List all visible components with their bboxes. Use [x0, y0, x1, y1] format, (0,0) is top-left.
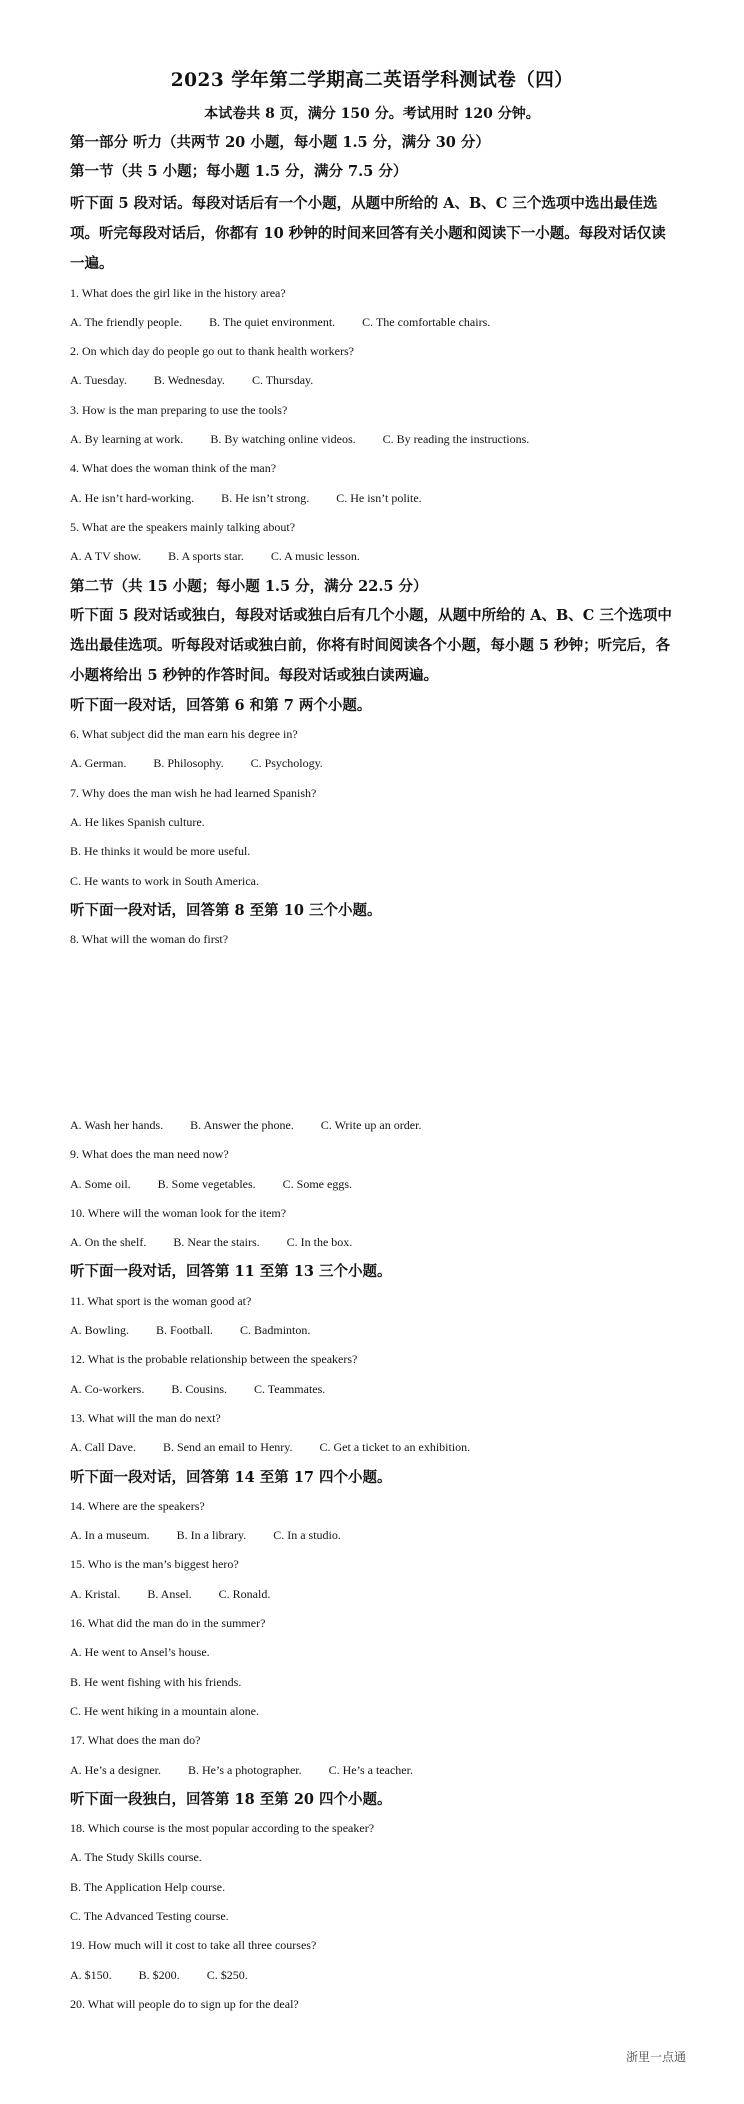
option-16a: A. He went to Ansel’s house. — [70, 1645, 210, 1660]
section2-heading: 第二节（共 15 小题；每小题 1.5 分，满分 22.5 分） — [70, 577, 428, 595]
question-6: 6. What subject did the man earn his degree in? — [70, 727, 298, 742]
option-17a: A. He’s a designer. — [70, 1762, 161, 1777]
question-20: 20. What will people do to sign up for the deal? — [70, 1996, 299, 2011]
option-17c: C. He’s a teacher. — [328, 1762, 413, 1777]
option-5c: C. A music lesson. — [270, 549, 360, 564]
options-2 — [70, 366, 680, 395]
option-9c: C. Some eggs. — [282, 1176, 352, 1191]
option-15a: A. Kristal. — [70, 1586, 121, 1601]
question-19: 19. How much will it cost to take all three courses? — [70, 1938, 317, 1953]
question-8: 8. What will the woman do first? — [70, 932, 229, 947]
question-7: 7. Why does the man wish he had learned Spanish? — [70, 785, 317, 800]
option-12c: C. Teammates. — [254, 1381, 326, 1396]
option-9b: B. Some vegetables. — [157, 1176, 256, 1191]
options-14 — [70, 1521, 680, 1550]
option-6a: A. German. — [70, 756, 127, 771]
option-19a: A. $150. — [70, 1967, 112, 1982]
option-13c: C. Get a ticket to an exhibition. — [319, 1440, 471, 1455]
option-4a: A. He isn’t hard-working. — [70, 490, 195, 505]
question-18: 18. Which course is the most popular according to the speaker? — [70, 1821, 375, 1836]
options-17 — [70, 1756, 680, 1785]
options-15 — [70, 1580, 680, 1609]
option-2c: C. Thursday. — [251, 373, 314, 388]
options-3 — [70, 425, 680, 454]
option-18b: B. The Application Help course. — [70, 1879, 226, 1894]
options-19 — [70, 1961, 680, 1990]
question-3: 3. How is the man preparing to use the tools? — [70, 402, 288, 417]
option-15b: B. Ansel. — [147, 1586, 192, 1601]
option-5a: A. A TV show. — [70, 549, 142, 564]
watermark: 浙里一点通 — [625, 2050, 686, 2064]
exam-info: 本试卷共 8 页，满分 150 分。考试用时 120 分钟。 — [204, 106, 540, 122]
options-8 — [70, 1111, 680, 1140]
option-2b: B. Wednesday. — [153, 373, 225, 388]
question-12: 12. What is the probable relationship between the speakers? — [70, 1352, 358, 1367]
option-7b: B. He thinks it would be more useful. — [70, 844, 251, 859]
option-19c: C. $250. — [206, 1967, 248, 1982]
option-5b: B. A sports star. — [168, 549, 244, 564]
option-11b: B. Football. — [156, 1323, 214, 1338]
option-18a: A. The Study Skills course. — [70, 1850, 202, 1865]
question-17: 17. What does the man do? — [70, 1733, 201, 1748]
option-6b: B. Philosophy. — [153, 756, 224, 771]
option-17b: B. He’s a photographer. — [187, 1762, 302, 1777]
options-9 — [70, 1170, 680, 1199]
option-18c: C. The Advanced Testing course. — [70, 1909, 229, 1924]
option-7a: A. He likes Spanish culture. — [70, 815, 205, 830]
option-13b: B. Send an email to Henry. — [162, 1440, 293, 1455]
option-1a: A. The friendly people. — [70, 314, 183, 329]
question-13: 13. What will the man do next? — [70, 1410, 221, 1425]
option-1c: C. The comfortable chairs. — [362, 314, 491, 329]
option-14b: B. In a library. — [176, 1528, 247, 1543]
option-8b: B. Answer the phone. — [190, 1118, 294, 1132]
option-15c: C. Ronald. — [218, 1586, 271, 1601]
question-4: 4. What does the woman think of the man? — [70, 461, 277, 476]
option-8a: A. Wash her hands. — [70, 1118, 164, 1132]
question-5: 5. What are the speakers mainly talking about? — [70, 519, 296, 534]
option-11c: C. Badminton. — [240, 1323, 311, 1338]
option-1b: B. The quiet environment. — [209, 314, 336, 329]
option-10b: B. Near the stairs. — [173, 1235, 260, 1250]
question-14: 14. Where are the speakers? — [70, 1498, 205, 1513]
option-3b: B. By watching online videos. — [210, 432, 356, 447]
group3-heading: 听下面一段对话，回答第 11 至第 13 三个小题。 — [70, 1263, 392, 1281]
group4-heading: 听下面一段对话，回答第 14 至第 17 四个小题。 — [70, 1468, 392, 1486]
question-15: 15. Who is the man’s biggest hero? — [70, 1557, 239, 1572]
question-11: 11. What sport is the woman good at? — [70, 1293, 252, 1308]
option-7c: C. He wants to work in South America. — [70, 873, 259, 888]
option-10c: C. In the box. — [286, 1235, 353, 1250]
page-title: 2023 学年第二学期高二英语学科测试卷（四） — [170, 70, 574, 91]
options-13 — [70, 1433, 680, 1462]
option-8c: C. Write up an order. — [320, 1118, 422, 1132]
option-9a: A. Some oil. — [70, 1176, 131, 1191]
question-10: 10. Where will the woman look for the item? — [70, 1205, 287, 1220]
question-1: 1. What does the girl like in the history area? — [70, 285, 286, 300]
group5-heading: 听下面一段独白，回答第 18 至第 20 四个小题。 — [70, 1790, 392, 1808]
option-10a: A. On the shelf. — [70, 1235, 147, 1250]
option-4c: C. He isn’t polite. — [336, 490, 422, 505]
option-11a: A. Bowling. — [70, 1323, 130, 1338]
options-4 — [70, 484, 680, 513]
options-5 — [70, 542, 680, 571]
option-16c: C. He went hiking in a mountain alone. — [70, 1703, 259, 1718]
option-4b: B. He isn’t strong. — [221, 490, 310, 505]
question-2: 2. On which day do people go out to thank health workers? — [70, 344, 354, 359]
option-16b: B. He went fishing with his friends. — [70, 1674, 242, 1689]
option-12a: A. Co-workers. — [70, 1381, 145, 1396]
option-6c: C. Psychology. — [250, 756, 323, 771]
option-3a: A. By learning at work. — [70, 432, 184, 447]
part1-bottom — [70, 1111, 680, 2019]
option-19b: B. $200. — [138, 1967, 180, 1982]
option-2a: A. Tuesday. — [70, 373, 127, 388]
question-16: 16. What did the man do in the summer? — [70, 1616, 266, 1631]
group1-heading: 听下面一段对话，回答第 6 和第 7 两个小题。 — [70, 696, 372, 714]
question-9: 9. What does the man need now? — [70, 1147, 229, 1162]
part1-heading: 第一部分 听力（共两节 20 小题，每小题 1.5 分，满分 30 分） — [70, 134, 490, 151]
options-10 — [70, 1228, 680, 1257]
option-14a: A. In a museum. — [70, 1528, 150, 1543]
option-13a: A. Call Dave. — [70, 1440, 136, 1455]
section1-heading: 第一节（共 5 小题；每小题 1.5 分，满分 7.5 分） — [70, 163, 408, 181]
section2-instruction: 听下面 5 段对话或独白，每段对话或独白后有几个小题，从题中所给的 A、B、C 三个选项中选出最佳选项。听每段对话或独白前，你将有时间阅读各个小题，每小题 5 秒钟；听完后，各小题将给出 5 秒钟的作答时间。每段对话或独白读两遍。 — [70, 606, 672, 684]
options-12 — [70, 1375, 680, 1404]
options-1 — [70, 308, 680, 337]
option-3c: C. By reading the instructions. — [382, 432, 530, 447]
part1-top — [70, 128, 680, 955]
section1-instruction: 听下面 5 段对话。每段对话后有一个小题，从题中所给的 A、B、C 三个选项中选出最佳选项。听完每段对话后，你都有 10 秒钟的时间来回答有关小题和阅读下一小题。每段对话仅读一遍。 — [70, 194, 666, 272]
option-14c: C. In a studio. — [273, 1528, 341, 1543]
options-11 — [70, 1316, 680, 1345]
group2-heading: 听下面一段对话，回答第 8 至第 10 三个小题。 — [70, 901, 382, 919]
option-12b: B. Cousins. — [171, 1381, 228, 1396]
options-6 — [70, 749, 680, 778]
